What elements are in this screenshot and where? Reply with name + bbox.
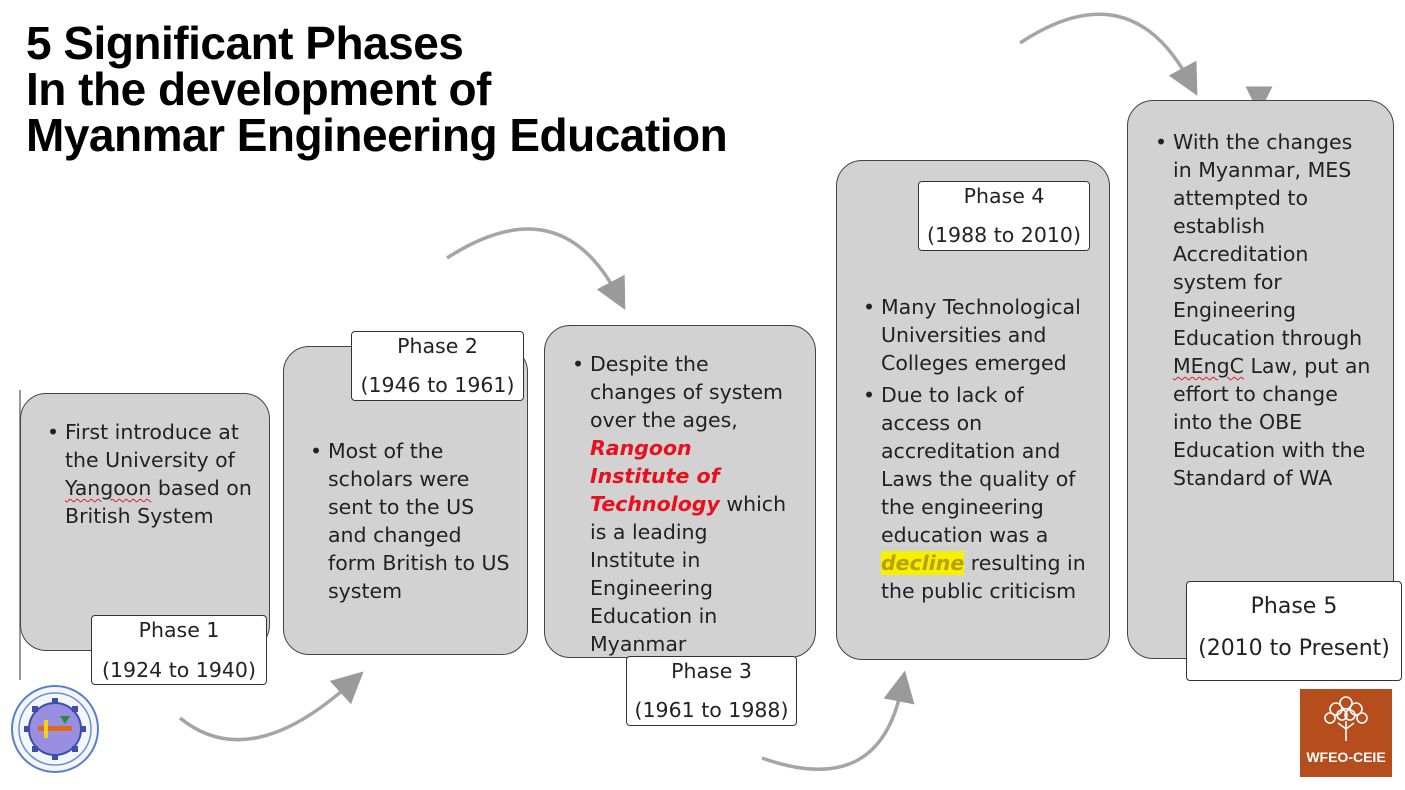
phase-2-bullet: • Most of the scholars were sent to the US and changed form British to US system (310, 437, 510, 605)
phase-3-bullets (572, 350, 792, 658)
mec-logo (10, 684, 100, 774)
arrow-4-to-5 (1020, 14, 1190, 82)
phase-5-squiggle-word: MEngC (1173, 354, 1244, 378)
arrow-2-to-3 (447, 229, 618, 296)
phase-2-years: (1946 to 1961) (360, 373, 515, 397)
title-line-1: 5 Significant Phases (26, 17, 464, 69)
rit-highlight: Rangoon Institute of Technology (590, 436, 720, 516)
tree-icon (1300, 689, 1392, 749)
phase-3-bullet: • Despite the changes of system over the ages, Rangoon Institute of Technology which is a leading Institute in Engineering Education in Myanmar (572, 350, 792, 658)
phase-3-years: (1961 to 1988) (634, 698, 789, 722)
title-line-3: Myanmar Engineering Education (26, 109, 728, 161)
phase-1-bullet: • First introduce at the University of Yangoon based on British System (47, 418, 252, 530)
arrow-1-to-2 (180, 682, 352, 740)
phase-1-name: Phase 1 (138, 618, 220, 642)
mec-emblem-icon (10, 684, 100, 774)
phase-1-squiggle-word: Yangoon (65, 476, 152, 500)
phase-1-card (20, 393, 270, 651)
phase-3-name: Phase 3 (671, 659, 752, 683)
phase-5-bullets (1155, 128, 1373, 492)
phase-5-card (1127, 100, 1394, 659)
phase-5-bullet: • With the changes in Myanmar, MES attempted to establish Accreditation system for Engineering Education through MEngC Law, put an effort to change into the OBE Education with the Standard of WA (1155, 128, 1373, 492)
decline-highlight: decline (881, 551, 965, 575)
phase-4-bullet-2: • Due to lack of access on accreditation and Laws the quality of the engineering education was a decline resulting in the public criticism (863, 381, 1091, 605)
title-line-2: In the development of (26, 63, 491, 115)
wfeo-ceie-text: WFEO-CEIE (1306, 749, 1386, 765)
phase-1-years: (1924 to 1940) (102, 658, 256, 682)
phase-3-card (544, 325, 816, 658)
phase-4-label (918, 181, 1090, 251)
phase-2-name: Phase 2 (397, 334, 478, 358)
phase-4-bullets (863, 293, 1091, 605)
phase-5-label (1186, 581, 1402, 681)
phase-3-label (626, 656, 797, 726)
phase-1-label (91, 615, 267, 685)
phase-5-years: (2010 to Present) (1198, 636, 1390, 661)
phase-4-bullet-1: • Many Technological Universities and Colleges emerged (863, 293, 1091, 377)
wfeo-ceie-logo (1300, 689, 1392, 777)
phase-2-bullets (310, 437, 510, 605)
phase-1-bullets (47, 418, 252, 530)
phase-4-name: Phase 4 (963, 184, 1045, 208)
phase-4-years: (1988 to 2010) (927, 223, 1081, 247)
phase-5-name: Phase 5 (1250, 594, 1338, 619)
phase-2-label (351, 331, 524, 401)
